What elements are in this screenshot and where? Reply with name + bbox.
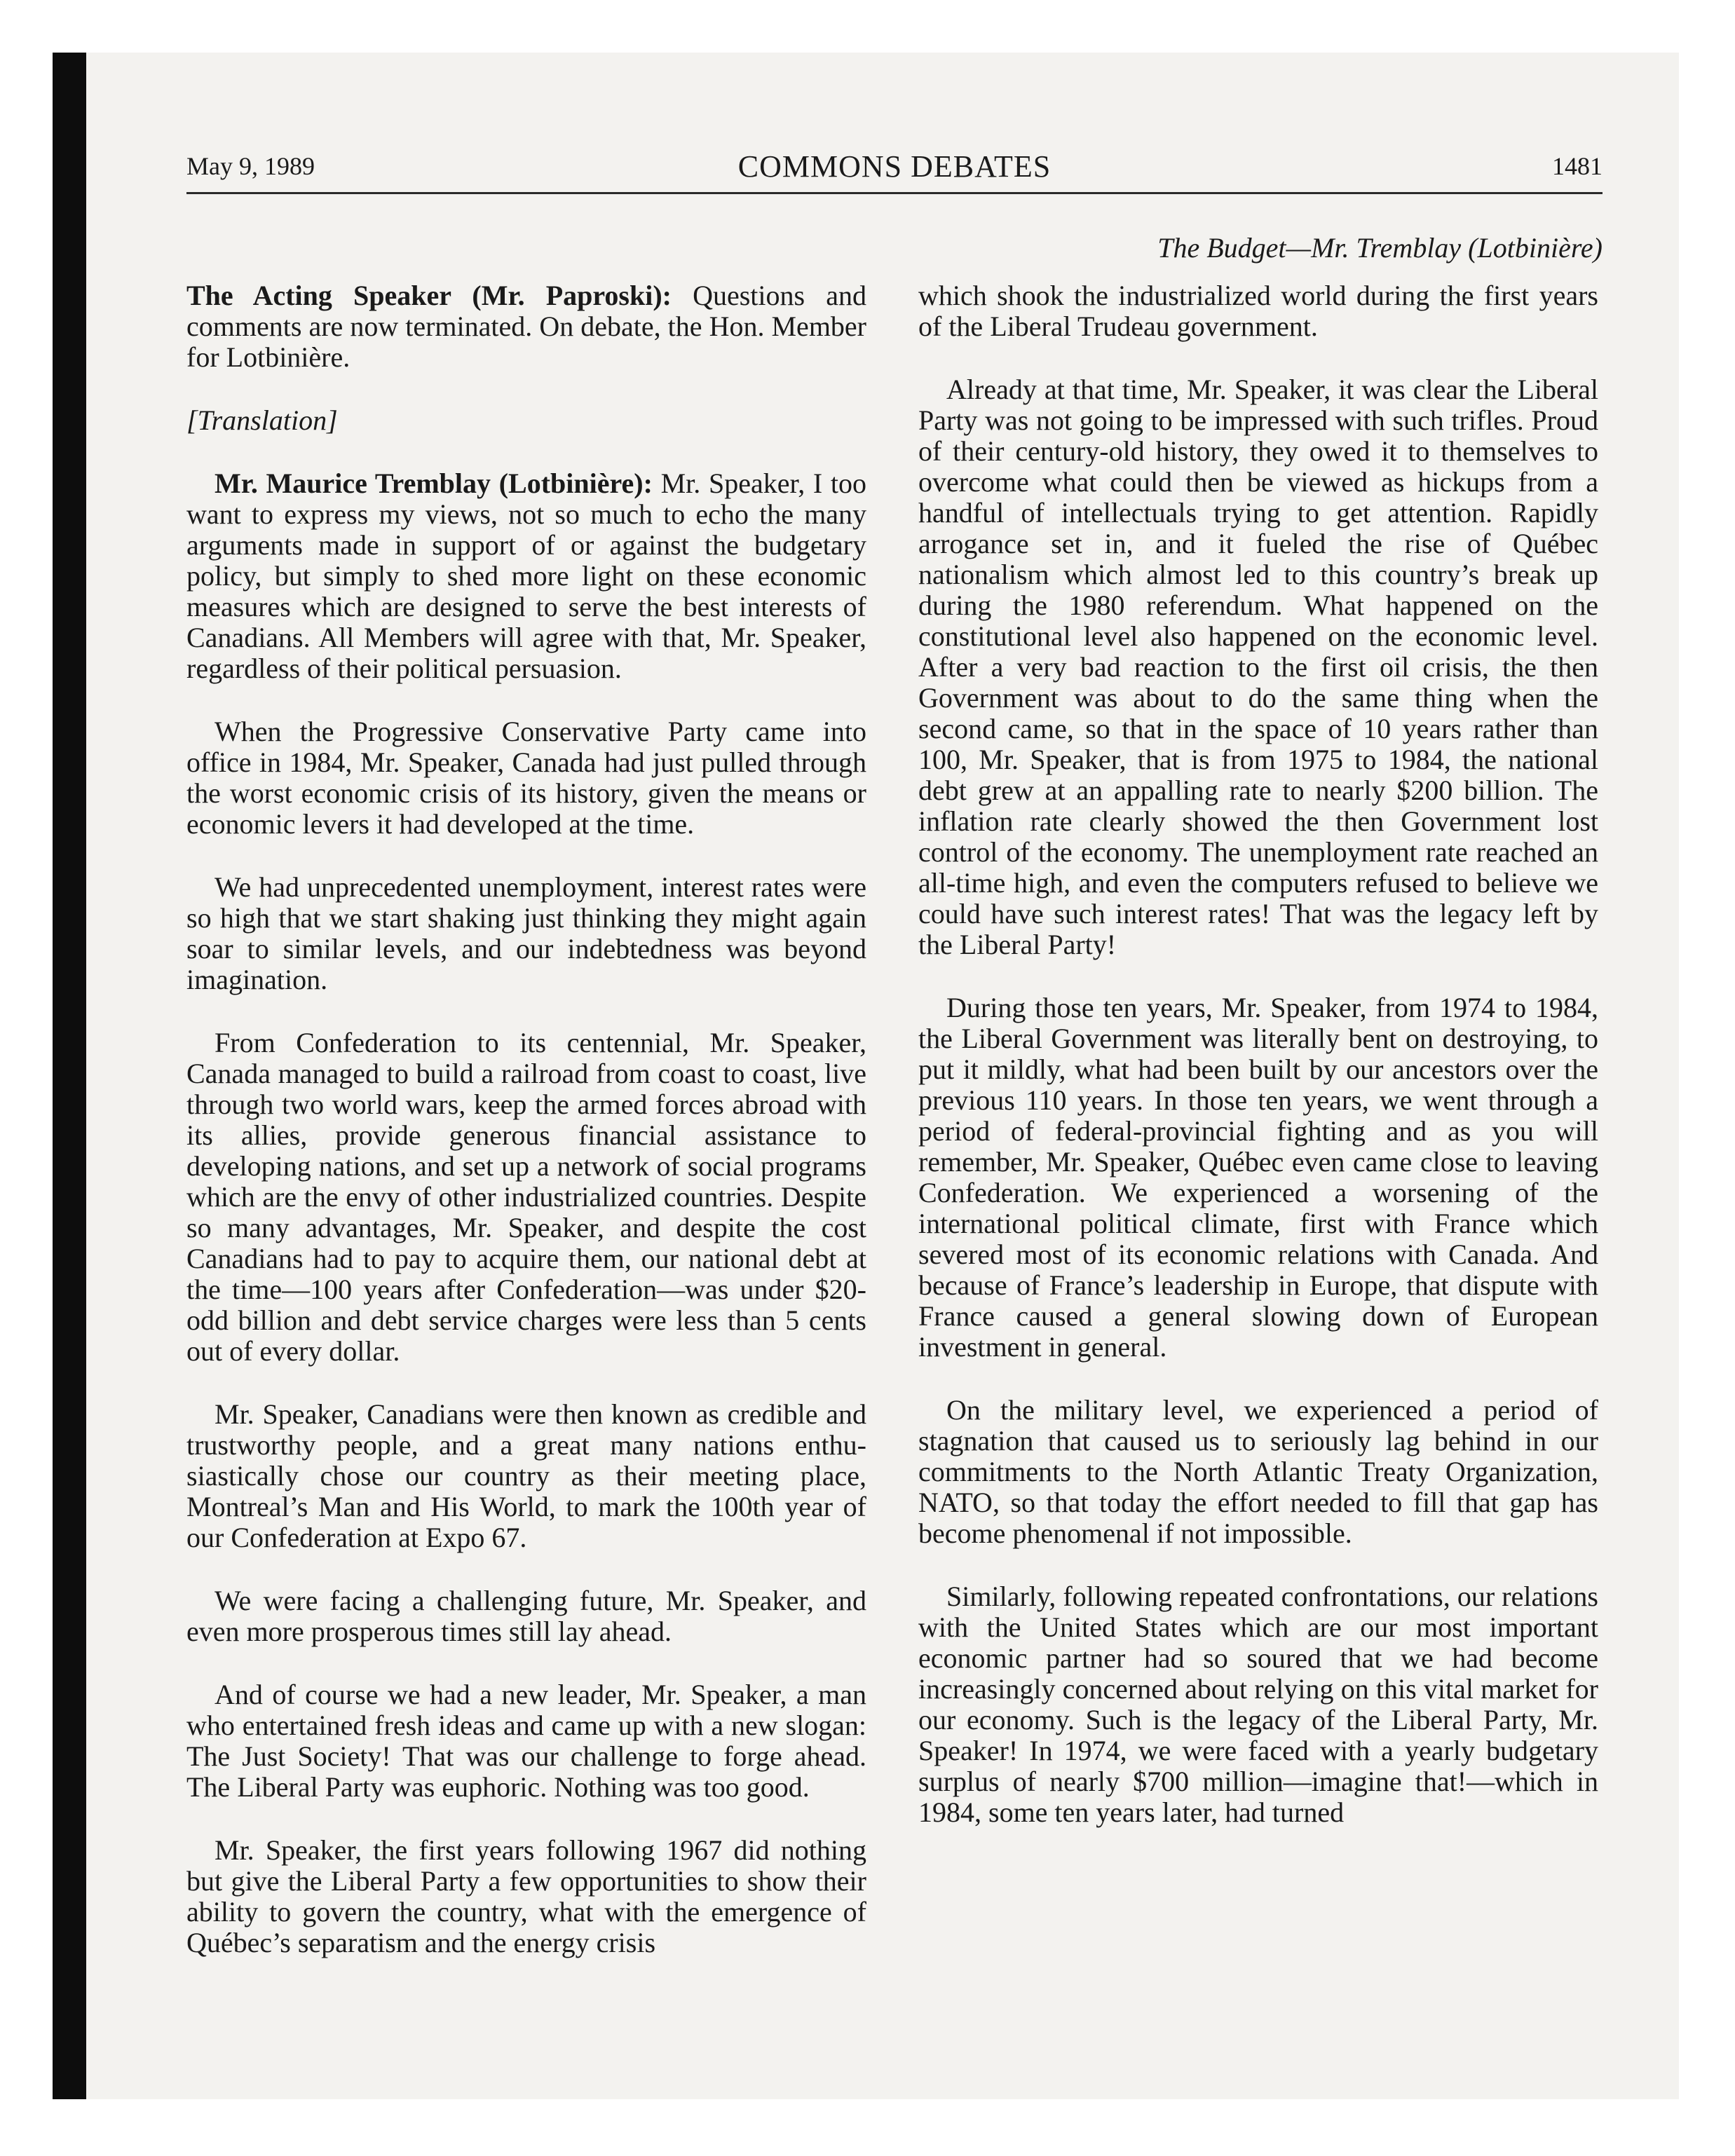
paragraph-text: Mr. Speaker, I too want to express my views, not so much to echo the many arguments made in support of or against the budgetary policy, but simply to shed more light on these economic measures which are designed to serve the best interests of Canadians. All Members will agree with that, Mr. Speaker, regardless of their political persuasion. bbox=[186, 468, 867, 684]
paragraph: We were facing a challenging future, Mr. Speaker, and even more prosperous times still lay ahead. bbox=[186, 1585, 866, 1647]
paragraph: Similarly, following repeated confrontations, our relations with the United States which are our most important economic partner had so soured that we had become increasingly concerned about relying on this vital market for our economy. Such is the legacy of the Liberal Party, Mr. Speaker! In 1974, we were faced with a yearly budgetary surplus of nearly $700 million—imagine that!—which in 1984, some ten years later, had turned bbox=[918, 1581, 1598, 1828]
paragraph: During those ten years, Mr. Speaker, from 1974 to 1984, the Liberal Government was literally bent on destroying, to put it mildly, what had been built by our ancestors over the previous 110 years. In those ten years, we went through a period of federal-provincial fighting and as you will remember, Mr. Speaker, Québec even came close to leaving Confederation. We experienced a worsening of the international political climate, first with France which severed most of its economic relations with Canada. And because of France’s leadership in Europe, that dispute with France caused a general slowing down of European investment in general. bbox=[918, 992, 1598, 1363]
paragraph bbox=[186, 280, 866, 373]
speaker-name: The Acting Speaker (Mr. Paproski): bbox=[186, 280, 672, 311]
paragraph: We had unprecedented unemployment, interest rates were so high that we start shaking just thinking they might again soar to similar levels, and our indebtedness was beyond imagination. bbox=[186, 871, 866, 995]
paragraph: Already at that time, Mr. Speaker, it was clear the Liberal Party was not going to be impressed with such trifles. Proud of their century-old history, they owed it to themselves to overcome what could then be viewed as hickups from a handful of intellectuals trying to get attention. Rapidly arrogance set in, and it fueled the rise of Québec nationalism which almost led to this country’s break up during the 1980 referendum. What happened on the constitutional level also happened on the economic level. After a very bad reaction to the first oil crisis, the then Government was about to do the same thing when the second came, so that in the space of 10 years rather than 100, Mr. Speaker, that is from 1975 to 1984, the national debt grew at an appalling rate to nearly $200 billion. The inflation rate clearly showed the then Government lost control of the economy. The unemployment rate reached an all-time high, and even the computers refused to believe we could have such interest rates! That was the legacy left by the Liberal Party! bbox=[918, 374, 1598, 960]
paragraph: Mr. Speaker, the first years following 1967 did nothing but give the Liberal Party a few opportunities to show their ability to govern the country, what with the emergence of Québec’s separatism and the energy crisis bbox=[186, 1834, 866, 1958]
paragraph: Mr. Speaker, Canadians were then known as credible and trustworthy people, and a great many nations enthusiastically chose our country as their meeting place, Montreal’s Man and His World, to mark the 100th year of our Confederation at Expo 67. bbox=[186, 1398, 866, 1553]
paragraph bbox=[186, 468, 866, 684]
running-head: The Budget—Mr. Tremblay (Lotbinière) bbox=[1157, 232, 1603, 264]
translation-label: [Translation] bbox=[186, 404, 338, 436]
left-column bbox=[186, 280, 866, 1991]
page-number: 1481 bbox=[1552, 152, 1603, 180]
paragraph: which shook the industrialized world during the first years of the Liberal Trudeau government. bbox=[918, 280, 1598, 342]
binding-edge bbox=[53, 53, 86, 2099]
paragraph: When the Progressive Conservative Party came into office in 1984, Mr. Speaker, Canada had just pulled through the worst economic crisis of its history, given the means or economic levers it had developed at the time. bbox=[186, 716, 866, 840]
right-column bbox=[918, 280, 1598, 1860]
header-date: May 9, 1989 bbox=[186, 152, 315, 180]
paragraph: And of course we had a new leader, Mr. Speaker, a man who entertained fresh ideas and came up with a new slogan: The Just Society! That was our challenge to forge ahead. The Liberal Party was euphoric. Nothing was too good. bbox=[186, 1679, 866, 1803]
paragraph-text: Questions and comments are now terminated. On debate, the Hon. Member for Lotbinière. bbox=[186, 280, 866, 373]
page-header bbox=[186, 149, 1603, 194]
paragraph: On the military level, we experienced a period of stagnation that caused us to seriously lag behind in our commitments to the North Atlantic Treaty Organization, NATO, so that today the effort needed to fill that gap has become phenomenal if not impossible. bbox=[918, 1394, 1598, 1549]
paragraph: From Confederation to its centennial, Mr. Speaker, Canada managed to build a railroad from coast to coast, live through two world wars, keep the armed forces abroad with its allies, provide generous financial assistance to developing nations, and set up a network of social programs which are the envy of other industrialized countries. Despite so many advantages, Mr. Speaker, and despite the cost Canadians had to pay to acquire them, our national debt at the time—100 years after Confederation—was under $20-odd billion and debt service charges were less than 5 cents out of every dollar. bbox=[186, 1027, 866, 1367]
speaker-name: Mr. Maurice Tremblay (Lotbinière): bbox=[215, 468, 653, 499]
header-title: COMMONS DEBATES bbox=[737, 149, 1052, 184]
